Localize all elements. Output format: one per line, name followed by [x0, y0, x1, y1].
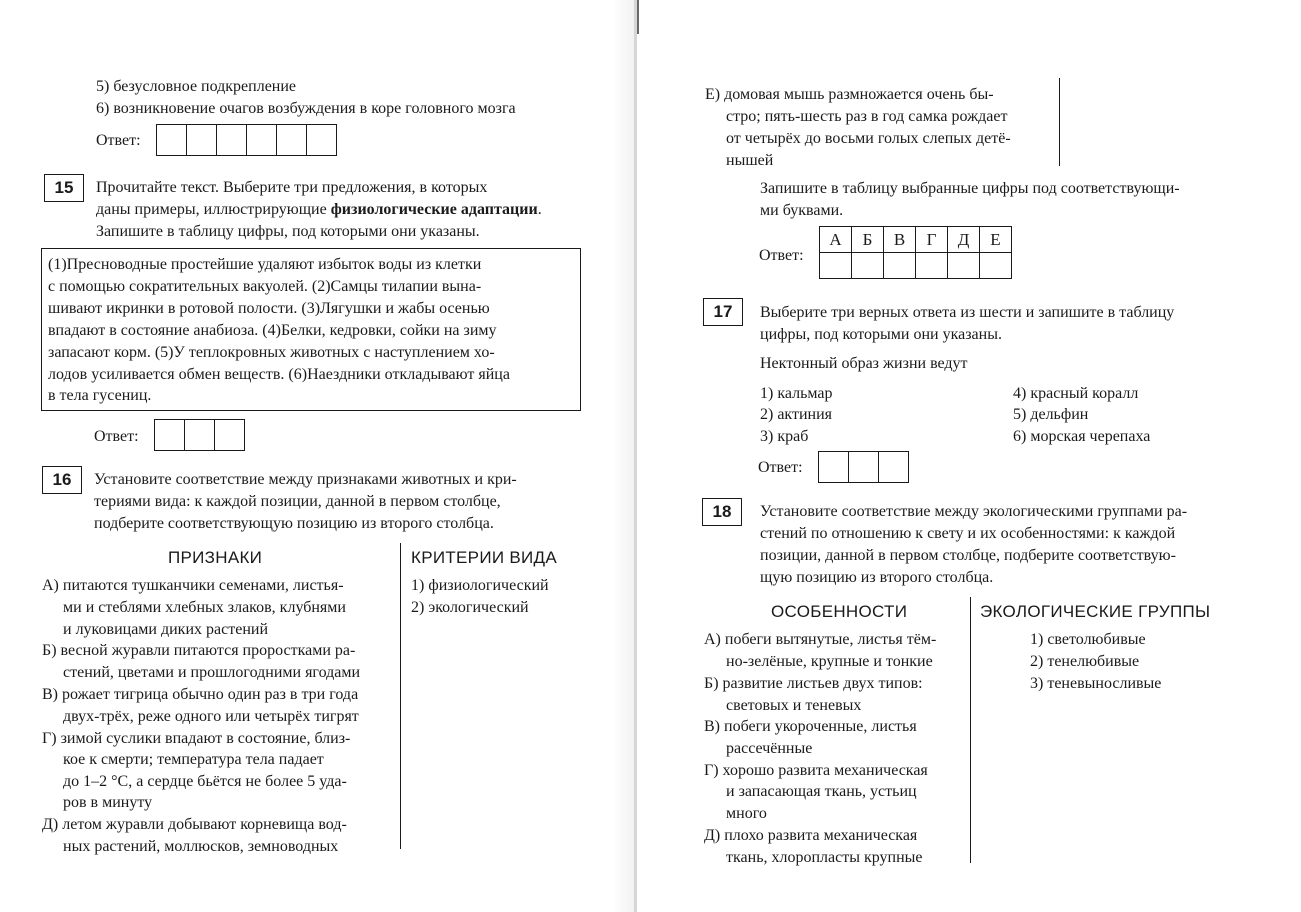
answer-letter: А: [820, 227, 852, 253]
q18-intro-line: стений по отношению к свету и их особенностями: к каждой: [760, 525, 1176, 542]
q16-item-line: и луковицами диких растений: [63, 621, 268, 638]
answer-letter: Б: [852, 227, 884, 253]
q15-intro-emphasis: физиологические адаптации: [330, 201, 538, 218]
q18-col1-header: ОСОБЕННОСТИ: [771, 602, 908, 621]
answer-cell[interactable]: [217, 125, 247, 155]
q15-answer-cells[interactable]: [154, 419, 245, 451]
q18-item-line: В) побеги укороченные, листья: [704, 718, 917, 735]
q17-answer-label: Ответ:: [758, 459, 803, 476]
q16-answer-input-row[interactable]: [820, 253, 1012, 279]
answer-letter: Д: [948, 227, 980, 253]
q18-item-line: ткань, хлоропласты крупные: [726, 849, 923, 866]
q15-text-line: впадают в состояние анабиоза. (4)Белки, кедровки, сойки на зиму: [48, 322, 497, 339]
q18-column-divider: [970, 597, 971, 863]
q18-intro-line: позиции, данной в первом столбце, подберите соответствую-: [760, 547, 1176, 564]
q16-item-line: ров в минуту: [63, 794, 153, 811]
q17-intro-line: цифры, под которыми они указаны.: [760, 326, 1002, 343]
answer-cell[interactable]: [884, 253, 916, 279]
q18-number: 18: [702, 498, 742, 526]
q16-instruction-line: Запишите в таблицу выбранные цифры под соответствующи-: [760, 180, 1180, 197]
q16-item-line: двух-трёх, реже одного или четырёх тигрят: [63, 708, 359, 725]
answer-cell[interactable]: [155, 420, 185, 450]
q16-item-e-line: Е) домовая мышь размножается очень бы-: [705, 86, 994, 103]
q16-number: 16: [42, 466, 82, 494]
q16-answer-label: Ответ:: [759, 247, 804, 264]
answer-cell[interactable]: [157, 125, 187, 155]
page-gutter-shadow: [612, 0, 634, 912]
q16-item-e-line: нышей: [726, 152, 774, 169]
answer-cell[interactable]: [849, 452, 879, 482]
q14-answer-cells[interactable]: [156, 124, 337, 156]
q17-option: 4) красный коралл: [1013, 385, 1139, 402]
answer-cell[interactable]: [852, 253, 884, 279]
q15-intro-line3: Запишите в таблицу цифры, под которыми они указаны.: [96, 223, 480, 240]
answer-cell[interactable]: [187, 125, 217, 155]
q15-text-line: лодов усиливается обмен веществ. (6)Наездники откладывают яйца: [48, 366, 510, 383]
q15-text-line: (1)Пресноводные простейшие удаляют избыток воды из клетки: [48, 256, 482, 273]
q16-instruction-line: ми буквами.: [760, 202, 844, 219]
q18-item-line: Г) хорошо развита механическая: [704, 762, 928, 779]
answer-letter: Г: [916, 227, 948, 253]
q14-option-5: 5) безусловное подкрепление: [96, 78, 297, 95]
q15-intro-line2-pre: даны примеры, иллюстрирующие: [96, 201, 331, 218]
answer-cell[interactable]: [916, 253, 948, 279]
q17-answer-cells[interactable]: [818, 451, 909, 483]
q18-item-line: Б) развитие листьев двух типов:: [704, 675, 923, 692]
q17-number: 17: [703, 298, 743, 326]
q18-item-line: много: [726, 805, 767, 822]
q17-option: 3) краб: [760, 428, 809, 445]
q16-column-divider-cont: [1059, 78, 1060, 166]
q14-option-6: 6) возникновение очагов возбуждения в коре головного мозга: [96, 100, 516, 117]
q18-group: 3) теневыносливые: [1030, 675, 1162, 692]
q18-item-line: А) побеги вытянутые, листья тём-: [704, 631, 937, 648]
q16-column-divider: [400, 543, 401, 849]
q15-intro-line2: [96, 199, 542, 221]
answer-cell[interactable]: [980, 253, 1012, 279]
page-fold-mark: [637, 0, 639, 34]
q15-intro-line2-post: .: [537, 201, 542, 218]
q16-item-line: Д) летом журавли добывают корневища вод-: [42, 816, 347, 833]
q18-item-line: световых и теневых: [726, 697, 862, 714]
answer-cell[interactable]: [247, 125, 277, 155]
q15-text-line: в тела гусениц.: [48, 387, 152, 404]
q16-intro-line: подберите соответствующую позицию из второго столбца.: [94, 515, 494, 532]
q18-intro-line: Установите соответствие между экологическими группами ра-: [760, 503, 1188, 520]
answer-cell[interactable]: [879, 452, 908, 482]
q15-text-line: шивают икринки в ротовой полости. (3)Лягушки и жабы осенью: [48, 300, 490, 317]
q15-number: 15: [44, 174, 84, 202]
q17-prompt: Нектонный образ жизни ведут: [760, 355, 968, 372]
q16-item-line: Г) зимой суслики впадают в состояние, близ-: [42, 730, 351, 747]
q16-item-line: стений, цветами и прошлогодними ягодами: [63, 664, 361, 681]
q18-group: 1) светолюбивые: [1030, 631, 1146, 648]
answer-cell[interactable]: [948, 253, 980, 279]
q16-item-line: кое к смерти; температура тела падает: [63, 751, 324, 768]
answer-cell[interactable]: [819, 452, 849, 482]
q16-criterion: 1) физиологический: [411, 577, 549, 594]
q18-group: 2) тенелюбивые: [1030, 653, 1140, 670]
answer-cell[interactable]: [185, 420, 215, 450]
q16-item-line: Б) весной журавли питаются проростками ра-: [42, 642, 356, 659]
answer-cell[interactable]: [215, 420, 244, 450]
q17-intro-line: Выберите три верных ответа из шести и запишите в таблицу: [760, 304, 1175, 321]
q16-item-e-line: от четырёх до восьми голых слепых детё-: [726, 130, 1011, 147]
q16-criterion: 2) экологический: [411, 599, 529, 616]
q14-answer-label: Ответ:: [96, 132, 141, 149]
q18-item-line: но-зелёные, крупные и тонкие: [726, 653, 933, 670]
q15-text-line: с помощью сократительных вакуолей. (2)Самцы тилапии вына-: [48, 278, 482, 295]
answer-cell[interactable]: [820, 253, 852, 279]
q17-option: 1) кальмар: [760, 385, 833, 402]
page-gutter: [634, 0, 637, 912]
q16-item-line: до 1–2 °С, а сердце бьётся не более 5 уда-: [63, 773, 347, 790]
q15-answer-label: Ответ:: [94, 428, 139, 445]
q18-item-line: Д) плохо развита механическая: [704, 827, 918, 844]
q18-intro-line: щую позицию из второго столбца.: [760, 569, 994, 586]
q15-text-line: запасают корм. (5)У теплокровных животных с наступлением хо-: [48, 344, 495, 361]
q18-item-line: рассечённые: [726, 740, 813, 757]
q16-item-e-line: стро; пять-шесть раз в год самка рождает: [726, 108, 1008, 125]
q17-option: 2) актиния: [760, 406, 833, 423]
q16-col2-header: КРИТЕРИИ ВИДА: [411, 548, 557, 567]
q17-option: 6) морская черепаха: [1013, 428, 1151, 445]
q18-col2-header: ЭКОЛОГИЧЕСКИЕ ГРУППЫ: [980, 602, 1211, 621]
q16-item-line: ных растений, моллюсков, земноводных: [63, 838, 339, 855]
q16-item-line: ми и стеблями хлебных злаков, клубнями: [63, 599, 346, 616]
answer-cell[interactable]: [277, 125, 307, 155]
q16-col1-header: ПРИЗНАКИ: [168, 548, 263, 567]
answer-cell[interactable]: [307, 125, 336, 155]
q16-intro-line: Установите соответствие между признаками животных и кри-: [94, 471, 517, 488]
q16-answer-table[interactable]: [819, 226, 1012, 279]
answer-letter: Е: [980, 227, 1012, 253]
q16-intro-line: териями вида: к каждой позиции, данной в первом столбце,: [94, 493, 501, 510]
q17-option: 5) дельфин: [1013, 406, 1089, 423]
q18-item-line: и запасающая ткань, устьиц: [726, 783, 917, 800]
answer-letter: В: [884, 227, 916, 253]
q16-item-line: А) питаются тушканчики семенами, листья-: [42, 577, 344, 594]
q15-intro-line1: Прочитайте текст. Выберите три предложения, в которых: [96, 179, 488, 196]
q16-answer-header-row: [820, 227, 1012, 253]
q16-item-line: В) рожает тигрица обычно один раз в три года: [42, 686, 359, 703]
